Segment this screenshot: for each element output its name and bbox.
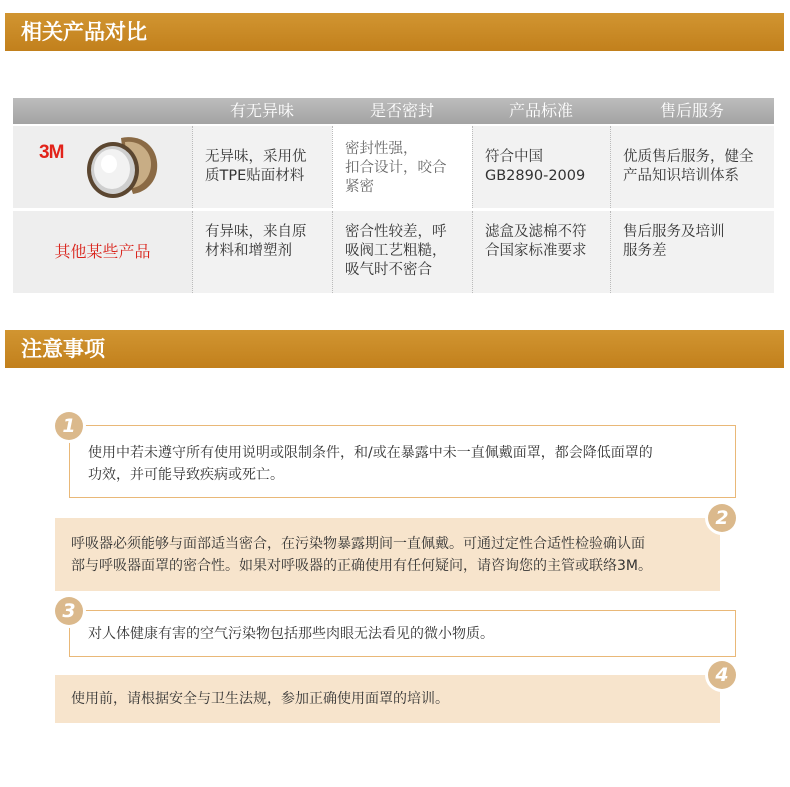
header-seal: 是否密封	[369, 101, 434, 120]
cell-line: 密合性较差，呼	[345, 224, 447, 240]
note-number-badge: 3	[55, 597, 83, 625]
cell-odor	[192, 126, 332, 208]
note-box	[69, 610, 736, 657]
cell-line: 符合中国	[485, 149, 543, 165]
table-row	[13, 211, 774, 293]
header-service: 售后服务	[659, 101, 724, 120]
note-line: 使用前，请根据安全与卫生法规，参加正确使用面罩的培训。	[71, 691, 449, 707]
notes-section-title: 注意事项	[21, 337, 105, 361]
cell-line: 质TPE贴面材料	[205, 168, 305, 184]
cell-line: 吸阀工艺粗糙，	[345, 243, 447, 259]
header-odor: 有无异味	[229, 101, 294, 120]
cell-standard	[472, 211, 610, 293]
cell-line: 吸气时不密合	[345, 262, 432, 278]
cell-odor	[192, 211, 332, 293]
cell-service	[610, 126, 774, 208]
cell-line: 紧密	[345, 179, 374, 195]
3m-logo: 3M	[39, 142, 64, 163]
table-header	[13, 98, 774, 124]
cell-line: 合国家标准要求	[485, 243, 587, 259]
cell-line: 售后服务及培训	[623, 224, 725, 240]
cell-line: 密封性强，	[345, 141, 418, 157]
note-line: 呼吸器必须能够与面部适当密合，在污染物暴露期间一直佩戴。可通过定性合适性检验确认面	[71, 536, 645, 552]
note-box	[55, 518, 720, 591]
other-product-label: 其他某些产品	[54, 242, 151, 261]
cell-line: 服务差	[623, 243, 667, 259]
product-other-cell	[13, 211, 192, 293]
note-line: 部与呼吸器面罩的密合性。如果对呼吸器的正确使用有任何疑问，请咨询您的主管或联络3M。	[71, 558, 652, 574]
note-line: 功效，并可能导致疾病或死亡。	[88, 467, 284, 483]
cell-standard	[472, 126, 610, 208]
cell-seal	[332, 126, 472, 208]
cell-service	[610, 211, 774, 293]
note-line: 对人体健康有害的空气污染物包括那些肉眼无法看见的微小物质。	[88, 626, 494, 642]
cell-line: 滤盒及滤棉不符	[485, 224, 587, 240]
comparison-section-bar	[5, 13, 784, 51]
note-number-badge: 2	[708, 504, 736, 532]
note-line: 使用中若未遵守所有使用说明或限制条件，和/或在暴露中未一直佩戴面罩，都会降低面罩的	[88, 445, 653, 461]
note-number-badge: 1	[55, 412, 83, 440]
cell-line: 有异味，来自原	[205, 224, 307, 240]
note-number-badge: 4	[708, 661, 736, 689]
cell-line: 无异味，采用优	[205, 149, 307, 165]
comparison-section-title: 相关产品对比	[21, 20, 147, 44]
note-box	[55, 675, 720, 723]
notes-section-bar	[5, 330, 784, 368]
product-3m-cell	[13, 126, 192, 208]
cell-line: 产品知识培训体系	[623, 168, 739, 184]
cell-seal	[332, 211, 472, 293]
note-box	[69, 425, 736, 498]
header-standard: 产品标准	[508, 101, 573, 120]
respirator-mask-icon	[81, 130, 161, 202]
cell-line: GB2890-2009	[485, 168, 586, 184]
cell-line: 优质售后服务，健全	[623, 149, 754, 165]
cell-line: 材料和增塑剂	[205, 243, 292, 259]
table-row	[13, 126, 774, 208]
cell-line: 扣合设计，咬合	[345, 160, 447, 176]
